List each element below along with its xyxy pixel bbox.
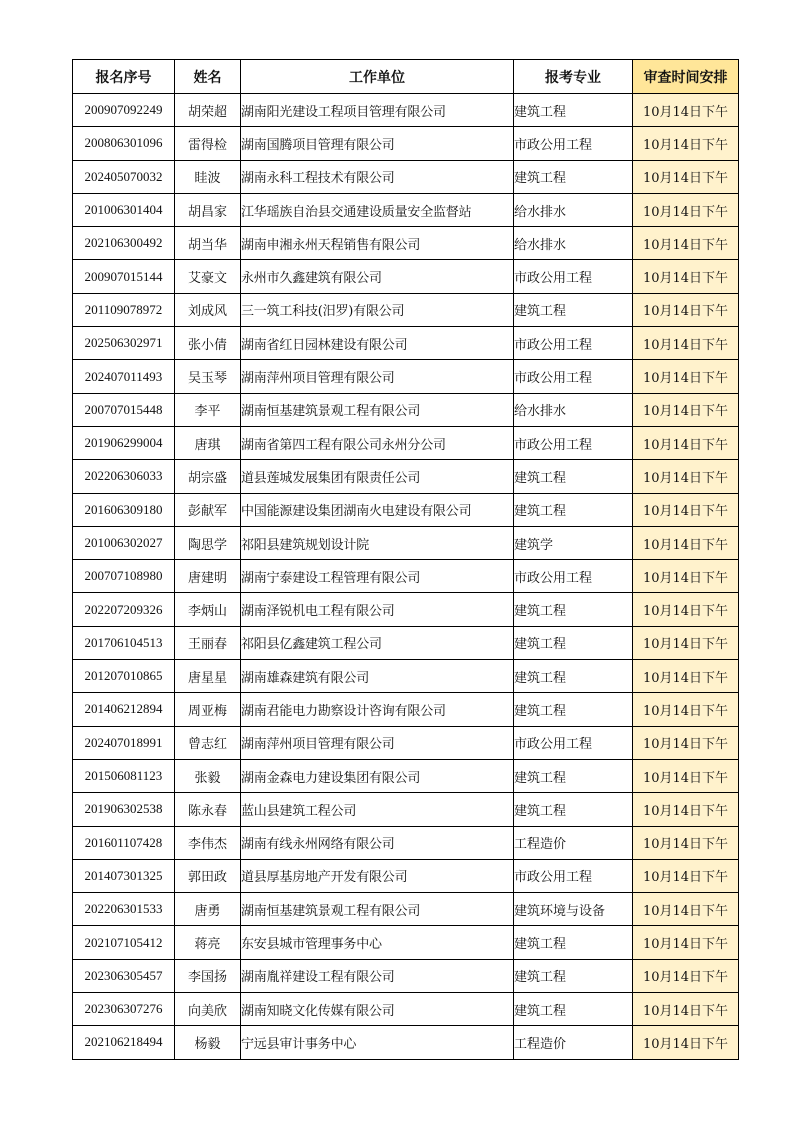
cell-name: 向美欣 [175,993,241,1026]
cell-major: 工程造价 [514,826,633,859]
table-row [73,94,739,127]
cell-id: 202407011493 [73,360,175,393]
cell-name: 雷得检 [175,127,241,160]
cell-name: 胡荣超 [175,94,241,127]
cell-org: 湖南雄森建筑有限公司 [241,660,514,693]
cell-schedule: 10月14日下午 [633,360,739,393]
table-row [73,426,739,459]
cell-schedule: 10月14日下午 [633,593,739,626]
cell-name: 周亚梅 [175,693,241,726]
cell-schedule: 10月14日下午 [633,626,739,659]
cell-schedule: 10月14日下午 [633,759,739,792]
cell-major: 建筑学 [514,526,633,559]
table-row [73,360,739,393]
cell-name: 杨毅 [175,1026,241,1059]
cell-name: 胡昌家 [175,193,241,226]
cell-id: 201407301325 [73,859,175,892]
table-row [73,460,739,493]
header-name: 姓名 [175,60,241,94]
table-row [73,560,739,593]
cell-org: 湖南金森电力建设集团有限公司 [241,759,514,792]
cell-name: 胡当华 [175,227,241,260]
cell-schedule: 10月14日下午 [633,793,739,826]
cell-name: 陈永春 [175,793,241,826]
cell-org: 湖南恒基建筑景观工程有限公司 [241,893,514,926]
cell-schedule: 10月14日下午 [633,426,739,459]
cell-name: 唐星星 [175,660,241,693]
cell-org: 湖南省红日园林建设有限公司 [241,327,514,360]
table-row [73,160,739,193]
cell-schedule: 10月14日下午 [633,293,739,326]
table-row [73,759,739,792]
table-row [73,693,739,726]
cell-major: 建筑工程 [514,293,633,326]
cell-schedule: 10月14日下午 [633,926,739,959]
cell-major: 市政公用工程 [514,426,633,459]
cell-schedule: 10月14日下午 [633,893,739,926]
cell-id: 201506081123 [73,759,175,792]
cell-schedule: 10月14日下午 [633,693,739,726]
cell-major: 市政公用工程 [514,560,633,593]
cell-id: 202206301533 [73,893,175,926]
table-row [73,493,739,526]
cell-name: 曾志红 [175,726,241,759]
cell-major: 建筑环境与设备 [514,893,633,926]
cell-name: 眭波 [175,160,241,193]
cell-name: 蒋亮 [175,926,241,959]
cell-schedule: 10月14日下午 [633,460,739,493]
cell-major: 工程造价 [514,1026,633,1059]
cell-major: 建筑工程 [514,626,633,659]
cell-major: 市政公用工程 [514,327,633,360]
table-row [73,926,739,959]
cell-org: 三一筑工科技(汨罗)有限公司 [241,293,514,326]
cell-id: 201601107428 [73,826,175,859]
cell-major: 建筑工程 [514,493,633,526]
cell-id: 202107105412 [73,926,175,959]
cell-major: 市政公用工程 [514,260,633,293]
table-row [73,726,739,759]
cell-org: 江华瑶族自治县交通建设质量安全监督站 [241,193,514,226]
cell-org: 宁远县审计事务中心 [241,1026,514,1059]
table-row [73,626,739,659]
cell-major: 建筑工程 [514,993,633,1026]
cell-id: 201109078972 [73,293,175,326]
cell-org: 湖南萍州项目管理有限公司 [241,360,514,393]
cell-org: 湖南宁泰建设工程管理有限公司 [241,560,514,593]
roster-body [73,94,739,1060]
cell-org: 祁阳县亿鑫建筑工程公司 [241,626,514,659]
table-row [73,826,739,859]
cell-major: 市政公用工程 [514,127,633,160]
header-org: 工作单位 [241,60,514,94]
cell-id: 200907092249 [73,94,175,127]
cell-id: 201006301404 [73,193,175,226]
cell-major: 给水排水 [514,193,633,226]
table-row [73,260,739,293]
cell-schedule: 10月14日下午 [633,393,739,426]
table-row [73,993,739,1026]
cell-name: 陶思学 [175,526,241,559]
cell-major: 建筑工程 [514,593,633,626]
cell-schedule: 10月14日下午 [633,560,739,593]
cell-id: 201207010865 [73,660,175,693]
cell-major: 建筑工程 [514,759,633,792]
cell-major: 市政公用工程 [514,859,633,892]
cell-id: 202405070032 [73,160,175,193]
cell-name: 张小倩 [175,327,241,360]
cell-name: 彭献军 [175,493,241,526]
cell-major: 建筑工程 [514,460,633,493]
cell-org: 湖南知晓文化传媒有限公司 [241,993,514,1026]
table-row [73,526,739,559]
cell-major: 市政公用工程 [514,360,633,393]
table-row [73,593,739,626]
header-row [73,60,739,94]
cell-id: 201706104513 [73,626,175,659]
cell-name: 郭田政 [175,859,241,892]
cell-id: 201006302027 [73,526,175,559]
cell-org: 东安县城市管理事务中心 [241,926,514,959]
cell-org: 湖南君能电力勘察设计咨询有限公司 [241,693,514,726]
table-row [73,660,739,693]
table-row [73,393,739,426]
table-row [73,193,739,226]
table-row [73,959,739,992]
cell-name: 胡宗盛 [175,460,241,493]
cell-org: 湖南永科工程技术有限公司 [241,160,514,193]
cell-name: 李平 [175,393,241,426]
table-row [73,127,739,160]
cell-id: 200707108980 [73,560,175,593]
cell-schedule: 10月14日下午 [633,726,739,759]
cell-id: 201906299004 [73,426,175,459]
cell-org: 湖南有线永州网络有限公司 [241,826,514,859]
cell-id: 202206306033 [73,460,175,493]
table-row [73,893,739,926]
table-row [73,1026,739,1059]
cell-schedule: 10月14日下午 [633,993,739,1026]
cell-schedule: 10月14日下午 [633,94,739,127]
cell-name: 唐勇 [175,893,241,926]
cell-org: 湖南省第四工程有限公司永州分公司 [241,426,514,459]
cell-id: 202306307276 [73,993,175,1026]
table-row [73,327,739,360]
cell-id: 201906302538 [73,793,175,826]
cell-org: 永州市久鑫建筑有限公司 [241,260,514,293]
cell-schedule: 10月14日下午 [633,260,739,293]
cell-schedule: 10月14日下午 [633,493,739,526]
cell-id: 201406212894 [73,693,175,726]
cell-schedule: 10月14日下午 [633,193,739,226]
cell-schedule: 10月14日下午 [633,227,739,260]
cell-schedule: 10月14日下午 [633,826,739,859]
cell-major: 建筑工程 [514,793,633,826]
header-major: 报考专业 [514,60,633,94]
cell-major: 建筑工程 [514,160,633,193]
cell-schedule: 10月14日下午 [633,859,739,892]
table-row [73,227,739,260]
cell-major: 建筑工程 [514,660,633,693]
cell-major: 给水排水 [514,227,633,260]
cell-name: 李炳山 [175,593,241,626]
cell-schedule: 10月14日下午 [633,327,739,360]
roster-table [72,59,739,1060]
header-schedule: 审查时间安排 [633,60,739,94]
cell-schedule: 10月14日下午 [633,660,739,693]
cell-id: 202207209326 [73,593,175,626]
cell-org: 道县厚基房地产开发有限公司 [241,859,514,892]
cell-id: 200707015448 [73,393,175,426]
cell-name: 艾豪文 [175,260,241,293]
cell-name: 刘成风 [175,293,241,326]
cell-id: 200907015144 [73,260,175,293]
cell-schedule: 10月14日下午 [633,160,739,193]
cell-org: 湖南泽锐机电工程有限公司 [241,593,514,626]
cell-schedule: 10月14日下午 [633,127,739,160]
cell-major: 建筑工程 [514,926,633,959]
table-row [73,293,739,326]
cell-org: 湖南胤祥建设工程有限公司 [241,959,514,992]
cell-org: 湖南萍州项目管理有限公司 [241,726,514,759]
cell-org: 蓝山县建筑工程公司 [241,793,514,826]
cell-name: 吴玉琴 [175,360,241,393]
cell-org: 中国能源建设集团湖南火电建设有限公司 [241,493,514,526]
cell-org: 湖南申湘永州天程销售有限公司 [241,227,514,260]
header-id: 报名序号 [73,60,175,94]
cell-id: 202106300492 [73,227,175,260]
cell-org: 湖南恒基建筑景观工程有限公司 [241,393,514,426]
cell-id: 202306305457 [73,959,175,992]
cell-name: 李国扬 [175,959,241,992]
cell-name: 李伟杰 [175,826,241,859]
cell-name: 唐琪 [175,426,241,459]
cell-id: 202407018991 [73,726,175,759]
cell-major: 建筑工程 [514,94,633,127]
cell-id: 202506302971 [73,327,175,360]
cell-schedule: 10月14日下午 [633,1026,739,1059]
cell-org: 祁阳县建筑规划设计院 [241,526,514,559]
table-row [73,793,739,826]
cell-major: 建筑工程 [514,693,633,726]
cell-schedule: 10月14日下午 [633,959,739,992]
cell-org: 湖南国腾项目管理有限公司 [241,127,514,160]
cell-major: 市政公用工程 [514,726,633,759]
cell-org: 湖南阳光建设工程项目管理有限公司 [241,94,514,127]
cell-id: 201606309180 [73,493,175,526]
cell-name: 唐建明 [175,560,241,593]
cell-major: 建筑工程 [514,959,633,992]
cell-name: 王丽春 [175,626,241,659]
cell-org: 道县莲城发展集团有限责任公司 [241,460,514,493]
cell-major: 给水排水 [514,393,633,426]
cell-schedule: 10月14日下午 [633,526,739,559]
cell-id: 200806301096 [73,127,175,160]
cell-name: 张毅 [175,759,241,792]
table-row [73,859,739,892]
cell-id: 202106218494 [73,1026,175,1059]
